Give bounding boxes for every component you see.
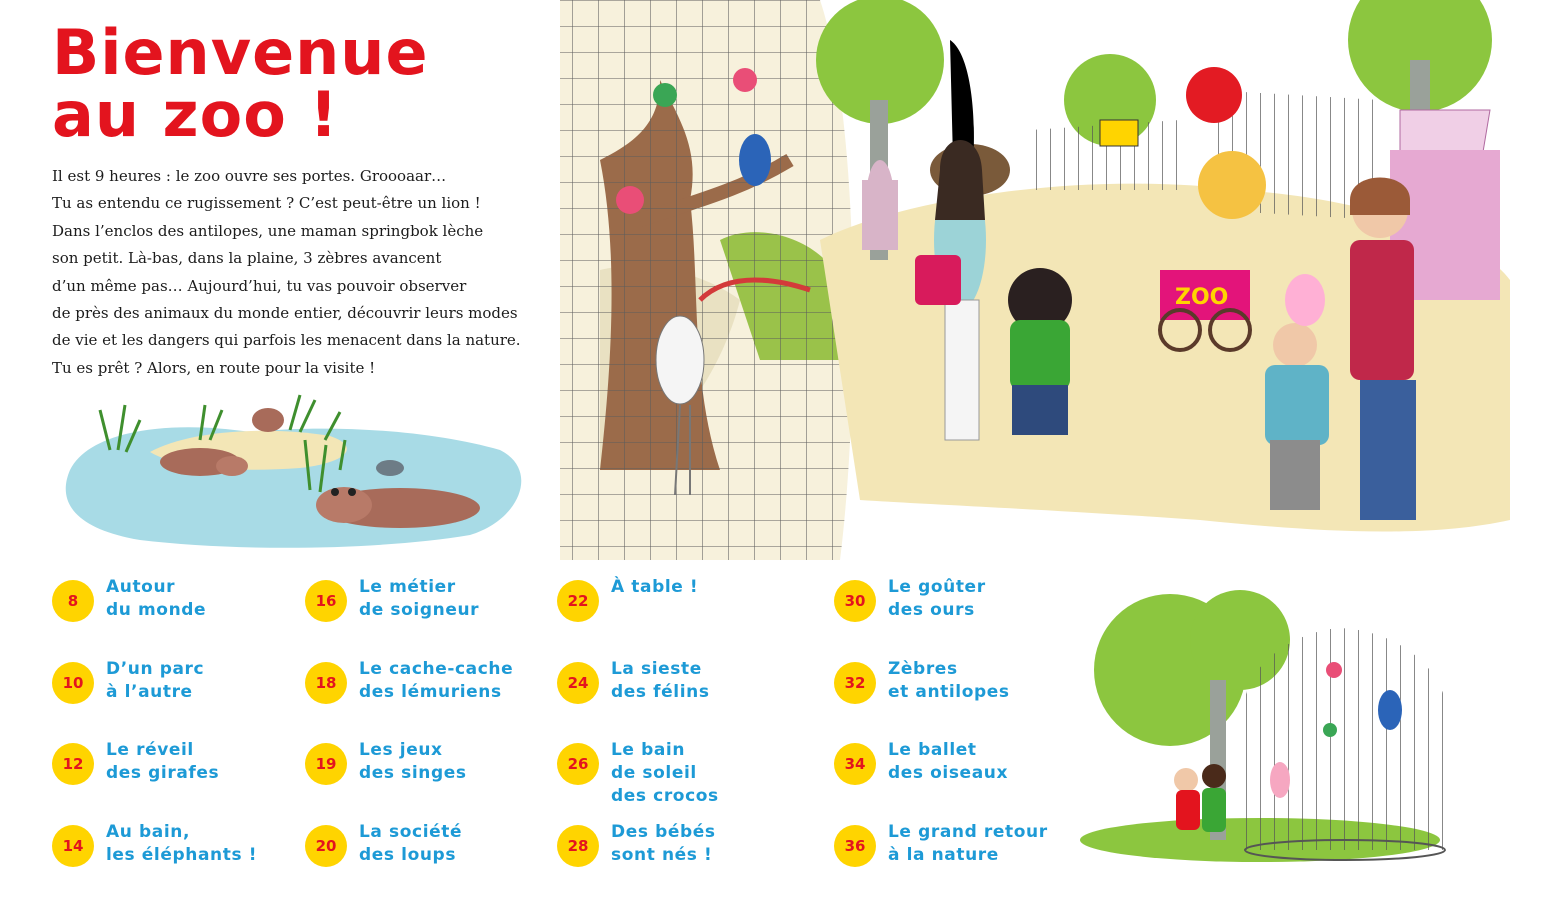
page-number-badge: 8: [52, 580, 94, 622]
toc-label: [611, 658, 811, 704]
toc-label: [106, 821, 306, 867]
toc-label-line: de soigneur: [359, 600, 480, 620]
toc-label-line: des ours: [888, 600, 975, 620]
toc-label: [611, 739, 811, 808]
intro-line: de près des animaux du monde entier, découvrir leurs modes: [52, 304, 518, 323]
toc-label-line: sont nés !: [611, 845, 713, 865]
toc-label-line: de soleil: [611, 763, 697, 783]
page-number-badge: 14: [52, 825, 94, 867]
toc-label-line: à l’autre: [106, 682, 193, 702]
intro-line: d’un même pas… Aujourd’hui, tu vas pouvoir observer: [52, 276, 467, 295]
toc-label-line: Le grand retour: [888, 822, 1048, 842]
toc-label: [106, 658, 306, 704]
toc-label-line: des loups: [359, 845, 457, 865]
toc-label: [106, 576, 306, 622]
toc-label-line: Autour: [106, 577, 176, 597]
page-title: [52, 16, 572, 151]
toc-label-line: des crocos: [611, 786, 719, 806]
toc-label-line: La sieste: [611, 659, 702, 679]
toc-label-line: Le métier: [359, 577, 456, 597]
page-number-badge: 18: [305, 662, 347, 704]
toc-label: [359, 658, 559, 704]
toc-label: [888, 739, 1088, 785]
page-number-badge: 26: [557, 743, 599, 785]
toc-label: [611, 576, 811, 599]
page-number-badge: 36: [834, 825, 876, 867]
page-number-badge: 24: [557, 662, 599, 704]
intro-paragraph: [52, 163, 552, 382]
toc-label: [106, 739, 306, 785]
page-number-badge: 32: [834, 662, 876, 704]
page-number-badge: 34: [834, 743, 876, 785]
intro-line: son petit. Là-bas, dans la plaine, 3 zèbres avancent: [52, 249, 442, 268]
toc-label: [888, 576, 1088, 622]
page-number-badge: 20: [305, 825, 347, 867]
toc-label: [359, 821, 559, 867]
page-number-badge: 12: [52, 743, 94, 785]
toc-label: [888, 658, 1088, 704]
toc-label-line: Le ballet: [888, 740, 977, 760]
intro-line: de vie et les dangers qui parfois les menacent dans la nature.: [52, 331, 521, 350]
page-number-badge: 28: [557, 825, 599, 867]
title-line-1: Bienvenue: [52, 16, 429, 89]
toc-label: [359, 739, 559, 785]
intro-line: Tu as entendu ce rugissement ? C’est peut-être un lion !: [52, 194, 481, 213]
toc-label-line: Au bain,: [106, 822, 191, 842]
toc-label-line: Le réveil: [106, 740, 194, 760]
toc-label-line: Le cache-cache: [359, 659, 514, 679]
toc-label-line: À table !: [611, 577, 699, 597]
toc-label-line: à la nature: [888, 845, 999, 865]
title-line-2: au zoo !: [52, 78, 339, 151]
toc-label-line: Zèbres: [888, 659, 958, 679]
hippo-pond-illustration: [66, 395, 522, 548]
toc-label: [888, 821, 1088, 867]
page-number-badge: 19: [305, 743, 347, 785]
small-aviary-illustration: [1080, 590, 1445, 862]
toc-label-line: du monde: [106, 600, 207, 620]
zoo-cart-sign: ZOO: [1175, 285, 1229, 310]
toc-label-line: des lémuriens: [359, 682, 502, 702]
bird-cage-illustration: [560, 0, 853, 560]
toc-label-line: des girafes: [106, 763, 220, 783]
intro-line: Dans l’enclos des antilopes, une maman springbok lèche: [52, 221, 484, 240]
toc-label-line: et antilopes: [888, 682, 1010, 702]
toc-label-line: Les jeux: [359, 740, 443, 760]
page-number-badge: 22: [557, 580, 599, 622]
toc-label-line: des singes: [359, 763, 467, 783]
intro-line: Tu es prêt ? Alors, en route pour la visite !: [52, 358, 376, 377]
intro-line: Il est 9 heures : le zoo ouvre ses portes. Groooaar…: [52, 167, 447, 185]
toc-label-line: D’un parc: [106, 659, 205, 679]
toc-label-line: des oiseaux: [888, 763, 1009, 783]
page-number-badge: 30: [834, 580, 876, 622]
toc-label: [359, 576, 559, 622]
toc-label-line: Le goûter: [888, 577, 986, 597]
toc-label-line: La société: [359, 822, 463, 842]
toc-label-line: des félins: [611, 682, 710, 702]
toc-label-line: les éléphants !: [106, 845, 258, 865]
toc-label-line: Des bébés: [611, 822, 716, 842]
page-number-badge: 16: [305, 580, 347, 622]
page-number-badge: 10: [52, 662, 94, 704]
zoo-scene-illustration: [816, 0, 1510, 532]
toc-label-line: Le bain: [611, 740, 686, 760]
toc-label: [611, 821, 811, 867]
